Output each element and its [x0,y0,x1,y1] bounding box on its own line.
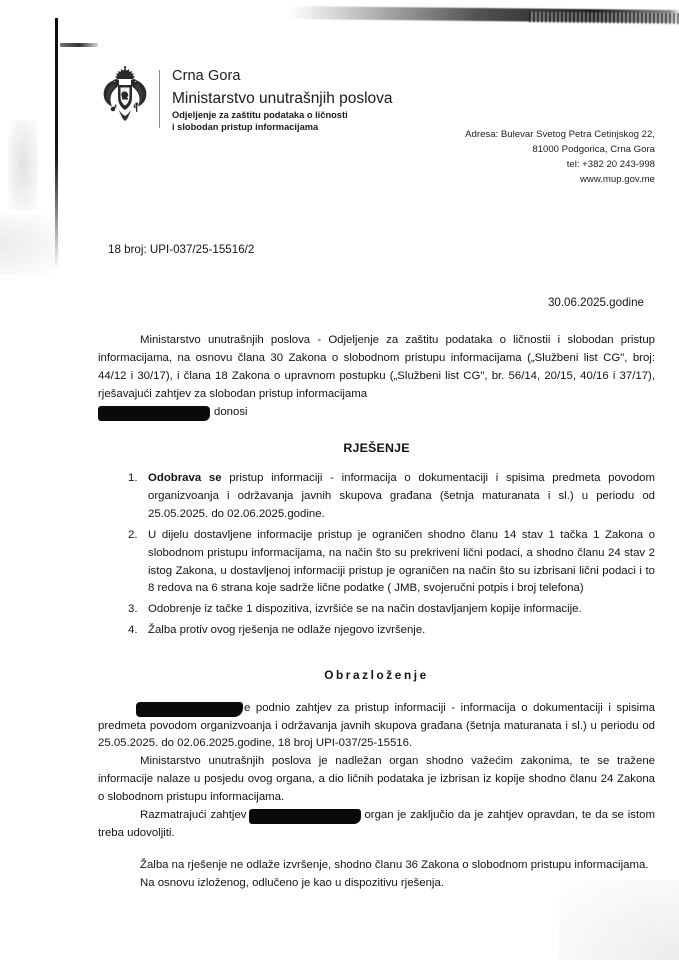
explanation-paragraph-3-after: organ je zaključio da je zahtjev opravdan, te da se istom treba udovoljiti. [98,809,655,840]
scan-artifact-smudge-mid-left [0,215,60,275]
department-name-line-2: i slobodan pristup informacijama [172,122,319,133]
explanation-paragraph-5-text: Na osnovu izloženog, odlučeno je kao u dispozitivu rješenja. [140,876,444,889]
country-name: Crna Gora [172,68,241,84]
dispositive-item-1-text: pristup informaciji - informacija o dokumentaciji i spisima predmeta povodom organizvoanja i održavanja javnih skupova građana (šetnja maturanata i sl.) u periodu od 25.05.2025. do 02.06.2025.godine. [148,472,655,520]
scan-artifact-smudge-upper-left [8,120,38,210]
redaction-bar-applicant-intro [98,406,210,421]
document-body [98,332,655,893]
explanation-paragraph-3-before: Razmatrajući zahtjev [140,809,247,822]
explanation-paragraph-2 [98,753,655,807]
dispositive-item-3-text: Odobrenje iz tačke 1 dispozitiva, izvršiće se na način dostavljanjem kopije informacije. [148,603,582,616]
scan-artifact-dash-mark [60,43,98,47]
explanation-paragraph-2-text: Ministarstvo unutrašnjih poslova je nadležan organ shodno važećim zakonima, te se tražene informacije nalaze u posjedu ovog organa, a dio ličnih podataka je izbrisan iz kopije shodno članu 24 Zakona o slobodnom pristupu informacijama. [98,755,655,804]
dispositive-item-3 [128,601,655,619]
explanation-paragraph-1 [98,700,655,754]
letterhead [100,66,393,136]
scan-artifact-top-smear [290,6,679,23]
address-city: 81000 Podgorica, Crna Gora [532,143,655,155]
intro-paragraph [98,332,655,422]
dispositive-item-4-text: Žalba protiv ovog rješenja ne odlaže njegovo izvršenje. [148,624,426,637]
explanation-paragraph-1-text: e podnio zahtjev za pristup informaciji - informacija o dokumentaciji i spisima predmeta povodom organizvoanja i održavanja javnih skupova građana (šetnja maturanata i sl.) u periodu od 25.05.2025. do 02.06.2025.godine, 18 broj UPI-037/25-15516. [98,701,655,750]
address-street: Adresa: Bulevar Svetog Petra Cetinjskog 22, [465,129,655,140]
address-block [465,128,655,187]
dispositive-item-2-text: U dijelu dostavljene informacije pristup je ograničen shodno članu 14 stav 1 tačka 1 Zakona o slobodnom pristupu informacijama, na način što su prekriveni lični podaci, a shodno članu 24 stav 2 istog Zakona, u dostavljenoj informaciji pristup je ograničen na način što su izbrisani lični podaci i to 8 redova na 6 strana koje sadrže lične podatke ( JMB, svojeručni potpis i broj telefona) [148,528,655,595]
redaction-bar-applicant-consideration [249,809,361,824]
explanation-paragraph-3 [98,807,655,843]
explanation-paragraph-4-text: Žalba na rješenje ne odlaže izvršenje, shodno članu 36 Zakona o slobodnom pristupu informacijama. [140,858,649,871]
address-telephone: tel: +382 20 243-998 [566,158,655,170]
ministry-name: Ministarstvo unutrašnjih poslova [172,89,393,107]
decision-heading: RJEŠENJE [343,440,410,455]
dispositive-item-4 [128,622,655,640]
montenegro-coat-of-arms-icon [100,66,150,128]
letterhead-divider [159,70,160,128]
document-date: 30.06.2025.godine [547,296,644,309]
dispositive-item-2 [128,527,655,599]
redaction-bar-applicant-explanation [136,702,243,717]
explanation-paragraph-5 [98,875,655,893]
reference-number: 18 broj: UPI-037/25-15516/2 [108,243,255,256]
address-website: www.mup.gov.me [580,173,655,185]
intro-text-before-redaction: Ministarstvo unutrašnjih poslova - Odjeljenje za zaštitu podataka o ličnostii i slobodan pristup informacijama, na osnovu člana 30 Zakona o slobodnom pristupu informacijama („Službeni list CG", broj: 44/12 i 30/17), i člana 18 Zakona o upravnom postupku („Službeni list CG", br. 56/14, 20/15, 40/16 i 37/17), rješavajući zahtjev za slobodan pristup informacijama [98,334,655,400]
explanation-paragraph-4 [98,857,655,875]
dispositive-item-1-bold: Odobrava se [148,472,222,484]
dispositive-item-1 [128,470,655,524]
department-name-line-1: Odjeljenje za zaštitu podataka o ličnosti [172,109,348,120]
intro-text-after-redaction: donosi [214,405,248,418]
dispositive-list [98,470,655,640]
explanation-heading: Obrazloženje [324,668,429,683]
